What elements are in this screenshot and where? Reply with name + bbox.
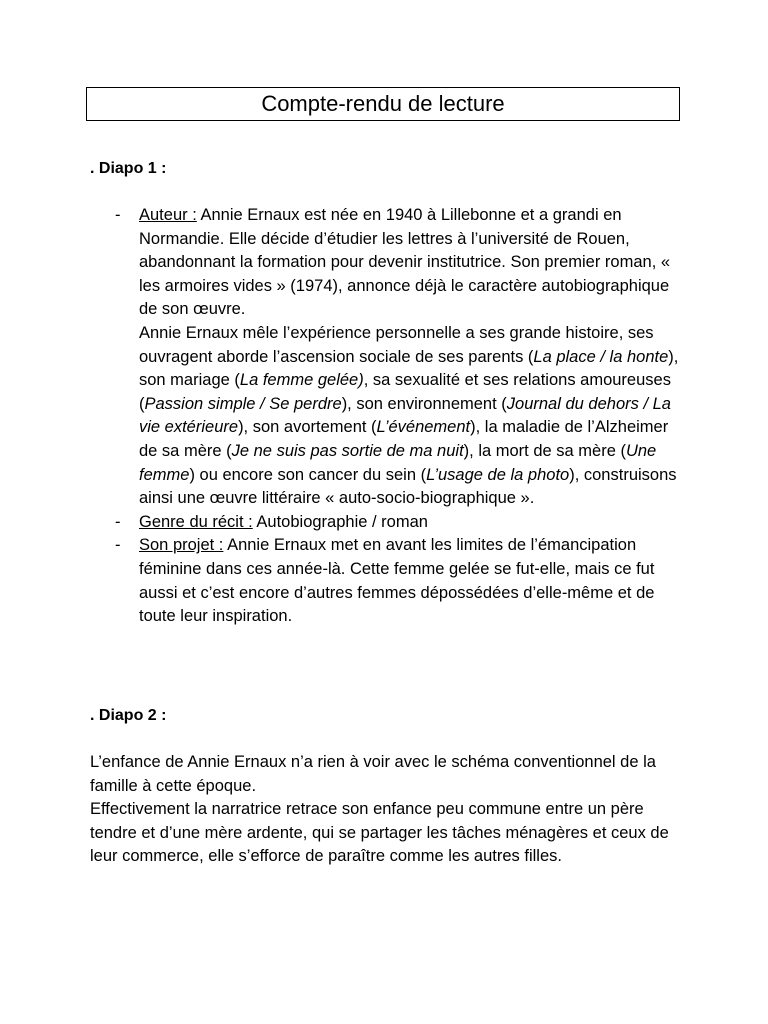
section-heading-diapo-1: . Diapo 1 : [90,160,167,177]
document-title: Compte-rendu de lecture [86,87,680,121]
work-title: Je ne suis pas sortie de ma nuit [231,441,464,460]
list-item-auteur [115,204,685,511]
list-item-projet [115,534,685,628]
list-item-genre [115,511,685,535]
diapo-2-paragraph-1: L’enfance de Annie Ernaux n’a rien à voir avec le schéma conventionnel de la famille à cette époque. [90,753,656,795]
diapo-2-text [90,751,680,869]
work-title: Passion simple / Se perdre [144,394,342,413]
projet-text: Annie Ernaux met en avant les limites de l’émancipation féminine dans ces année-là. Cette femme gelée se fut-elle, mais ce fut aussi et c’est encore d’autres femmes dépossédées d’elle-même et de toute leur inspiration. [139,536,655,626]
work-title: La place / la honte [533,347,669,366]
list-dash: - [115,206,121,224]
auteur-text: Annie Ernaux est née en 1940 à Lillebonne et a grandi en Normandie. Elle décide d’étudier les lettres à l’université de Rouen, abandonnant la formation pour devenir institutrice. Son premier roman, « les armoires vides » (1974), annonce déjà le caractère autobiographique de son œuvre. [139,206,671,319]
list-dash: - [115,536,121,555]
auteur-label: Auteur : [139,206,197,224]
section-heading-diapo-2: . Diapo 2 : [90,707,167,724]
work-title: Journal du dehors / La vie extérieure [139,394,671,437]
work-title: L’usage de la photo [426,465,570,484]
diapo-1-list [115,204,685,629]
work-title: Une femme [139,441,657,484]
auteur-paragraph-2: Annie Ernaux mêle l’expérience personnelle a ses grande histoire, ses ouvragent aborde l’ascension sociale de ses parents (La place / la honte), son mariage (La femme gelée), sa sexualité et ses relations amoureuses (Passion simple / Se perdre), son environnement (Journal du dehors / La vie extérieure), son avortement (L’événement), la maladie de l’Alzheimer de sa mère (Je ne suis pas sortie de ma nuit), la mort de sa mère (Une femme) ou encore son cancer du sein (L’usage de la photo), construisons ainsi une œuvre littéraire « auto-socio-biographique ». [139,323,679,508]
auteur-paragraph-1 [139,204,685,322]
work-title: L’événement [376,418,471,437]
work-title: La femme gelée) [239,371,364,390]
projet-label: Son projet : [139,536,224,555]
list-dash: - [115,512,121,531]
diapo-2-paragraph-2: Effectivement la narratrice retrace son enfance peu commune entre un père tendre et d’une mère ardente, qui se partager les tâches ménagères et ceux de leur commerce, elle s’efforce de paraître comme les autres filles. [90,800,669,866]
genre-label: Genre du récit : [139,512,253,531]
genre-text: Autobiographie / roman [252,512,428,531]
